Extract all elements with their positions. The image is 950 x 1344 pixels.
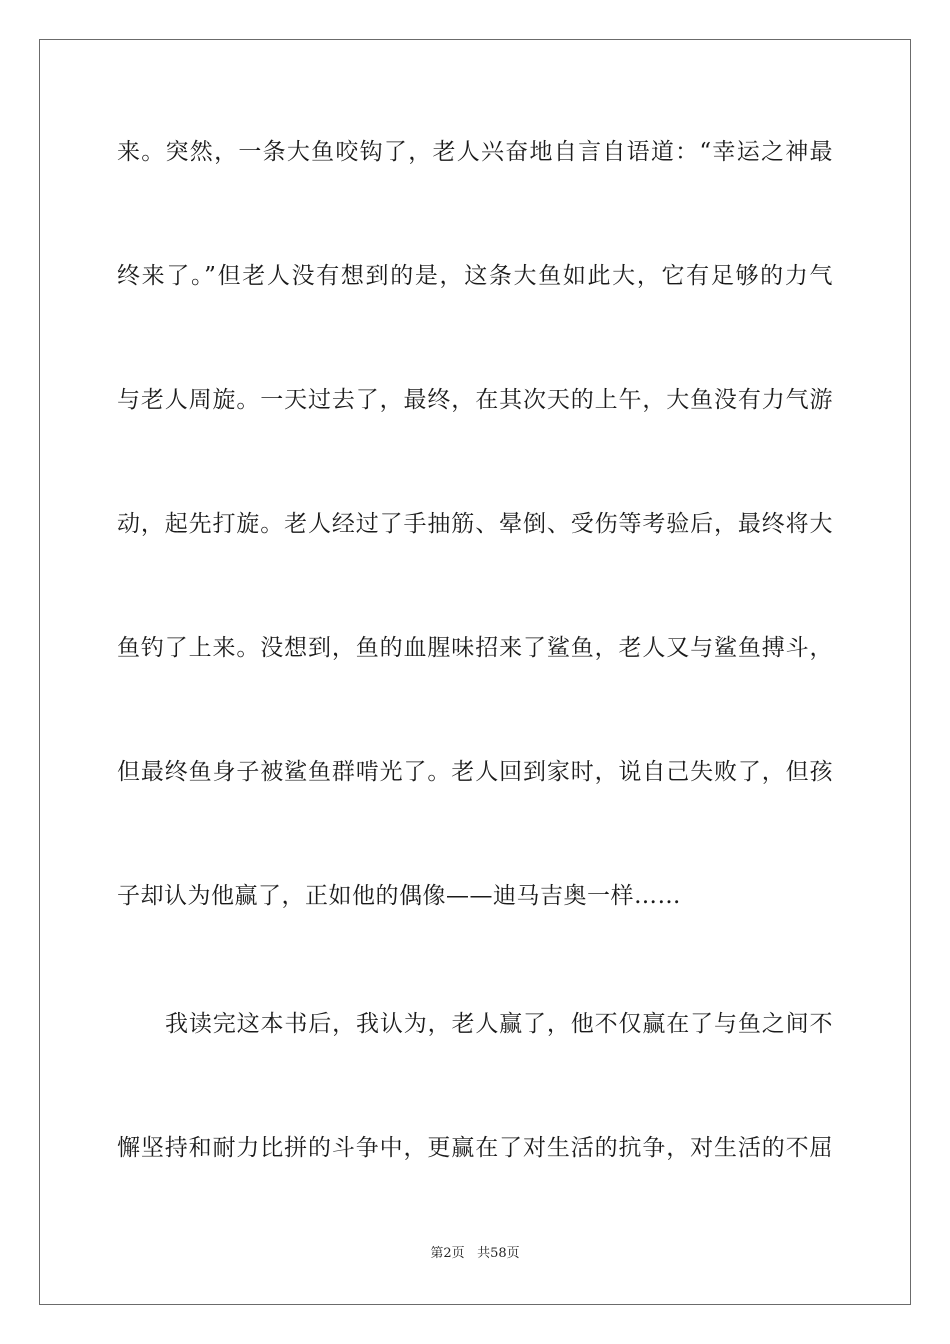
page-footer [0,1244,950,1264]
page-border [39,39,911,1305]
text-line: 动，起先打旋。老人经过了手抽筋、晕倒、受伤等考验后，最终将大 [117,511,833,537]
total-pages: 共58页 [477,1246,520,1261]
text-line: 但最终鱼身子被鲨鱼群啃光了。老人回到家时，说自己失败了，但孩 [117,759,833,785]
paragraph-first-line: 我读完这本书后，我认为，老人赢了，他不仅赢在了与鱼之间不 [165,1011,833,1037]
text-line: 鱼钓了上来。没想到，鱼的血腥味招来了鲨鱼，老人又与鲨鱼搏斗， [117,635,833,661]
text-line: 与老人周旋。一天过去了，最终，在其次天的上午，大鱼没有力气游 [117,387,833,413]
text-line: 子却认为他赢了，正如他的偶像——迪马吉奥一样…… [117,883,681,909]
text-line: 终来了。”但老人没有想到的是，这条大鱼如此大，它有足够的力气 [117,263,833,289]
page-number: 第2页 [430,1246,465,1261]
text-line: 来。突然，一条大鱼咬钩了，老人兴奋地自言自语道：“幸运之神最 [117,139,833,165]
text-line: 懈坚持和耐力比拼的斗争中，更赢在了对生活的抗争，对生活的不屈 [117,1135,833,1161]
